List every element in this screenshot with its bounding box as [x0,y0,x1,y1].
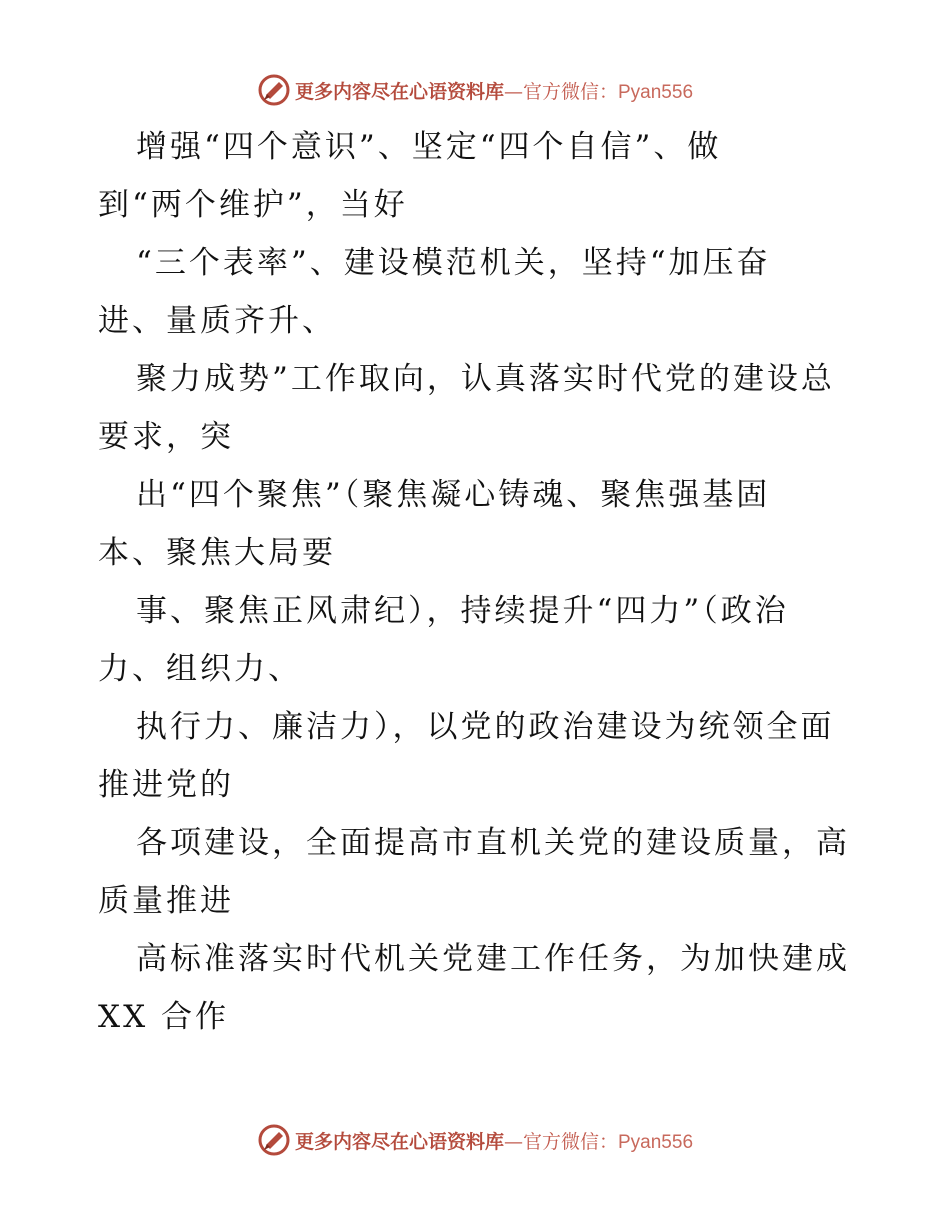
header-official-label: 官方微信： [522,80,618,103]
header-wechat-id: Pyan556 [618,81,694,103]
body-line: 事、聚焦正风肃纪），持续提升“四力”（政治 [136,593,789,629]
footer-wechat-id: Pyan556 [618,1131,694,1153]
body-line: 出“四个聚焦”（聚焦凝心铸魂、聚焦强基固 [136,477,771,513]
body-line: 力、组织力、 [98,651,302,687]
body-line: 各项建设，全面提高市直机关党的建设质量，高 [136,825,850,861]
body-line: 要求，突 [98,419,234,455]
body-line: 到“两个维护”，当好 [98,187,408,223]
footer-official-label: 官方微信： [522,1130,618,1153]
brand-logo-icon [257,1123,291,1157]
footer-separator: — [503,1130,523,1153]
body-line: 进、量质齐升、 [98,303,336,339]
footer-text [295,1127,693,1154]
body-line: 本、聚焦大局要 [98,535,336,571]
body-line: 聚力成势”工作取向，认真落实时代党的建设总 [136,361,835,397]
body-line: XX 合作 [98,999,229,1035]
body-line: “三个表率”、建设模范机关，坚持“加压奋 [136,245,771,281]
header-text [295,77,693,104]
header-brand-text: 更多内容尽在心语资料库 [294,80,504,103]
body-line: 增强“四个意识”、坚定“四个自信”、做 [136,129,722,165]
footer-banner [0,1120,950,1160]
body-line: 质量推进 [98,883,234,919]
footer-brand-text: 更多内容尽在心语资料库 [294,1130,504,1153]
document-body [98,118,858,1046]
body-line: 高标准落实时代机关党建工作任务，为加快建成 [136,941,850,977]
body-line: 执行力、廉洁力），以党的政治建设为统领全面 [136,709,835,745]
brand-logo-icon [257,73,291,107]
footer-watermark [257,1123,693,1157]
header-watermark [257,73,693,107]
body-line: 推进党的 [98,767,234,803]
header-banner [0,70,950,110]
header-separator: — [503,80,523,103]
